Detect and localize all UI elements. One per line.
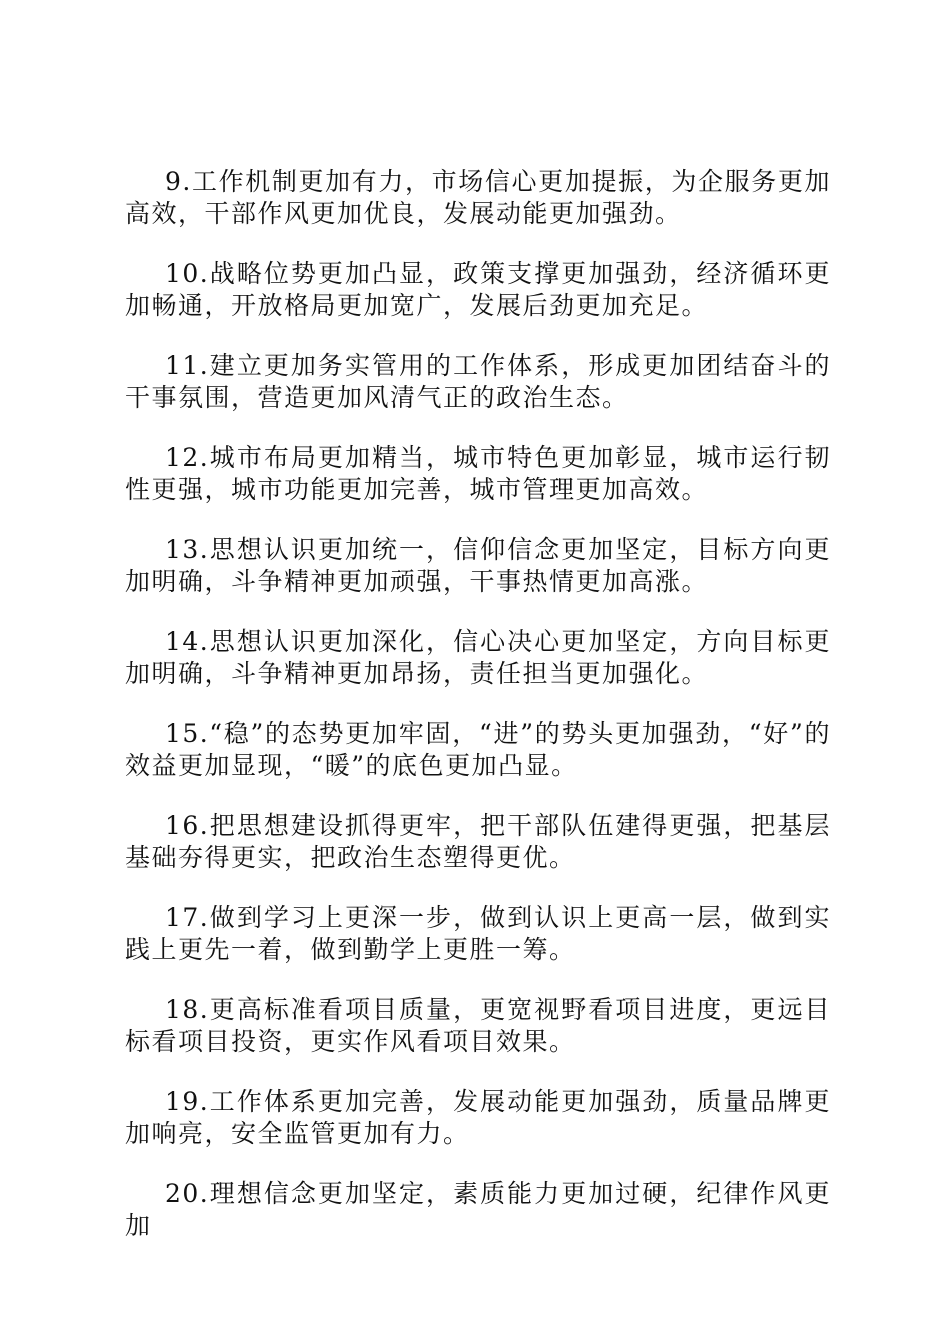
- paragraph-15: 15.“稳”的态势更加牢固，“进”的势头更加强劲，“好”的效益更加显现，“暖”的底色更加凸显。: [125, 719, 831, 780]
- document-body: [125, 166, 831, 1270]
- paragraph-18: 18.更高标准看项目质量，更宽视野看项目进度，更远目标看项目投资，更实作风看项目效果。: [125, 995, 831, 1056]
- paragraph-12: 12.城市布局更加精当，城市特色更加彰显，城市运行韧性更强，城市功能更加完善，城市管理更加高效。: [125, 443, 831, 504]
- paragraph-10: 10.战略位势更加凸显，政策支撑更加强劲，经济循环更加畅通，开放格局更加宽广，发展后劲更加充足。: [125, 259, 831, 320]
- paragraph-16: 16.把思想建设抓得更牢，把干部队伍建得更强，把基层基础夯得更实，把政治生态塑得更优。: [125, 811, 831, 872]
- paragraph-17: 17.做到学习上更深一步，做到认识上更高一层，做到实践上更先一着，做到勤学上更胜一筹。: [125, 903, 831, 964]
- paragraph-11: 11.建立更加务实管用的工作体系，形成更加团结奋斗的干事氛围，营造更加风清气正的政治生态。: [125, 351, 831, 412]
- paragraph-13: 13.思想认识更加统一，信仰信念更加坚定，目标方向更加明确，斗争精神更加顽强，干事热情更加高涨。: [125, 535, 831, 596]
- paragraph-20: 20.理想信念更加坚定，素质能力更加过硬，纪律作风更加: [125, 1179, 831, 1240]
- paragraph-19: 19.工作体系更加完善，发展动能更加强劲，质量品牌更加响亮，安全监管更加有力。: [125, 1087, 831, 1148]
- paragraph-14: 14.思想认识更加深化，信心决心更加坚定，方向目标更加明确，斗争精神更加昂扬，责任担当更加强化。: [125, 627, 831, 688]
- paragraph-9: 9.工作机制更加有力，市场信心更加提振，为企服务更加高效，干部作风更加优良，发展动能更加强劲。: [125, 167, 831, 228]
